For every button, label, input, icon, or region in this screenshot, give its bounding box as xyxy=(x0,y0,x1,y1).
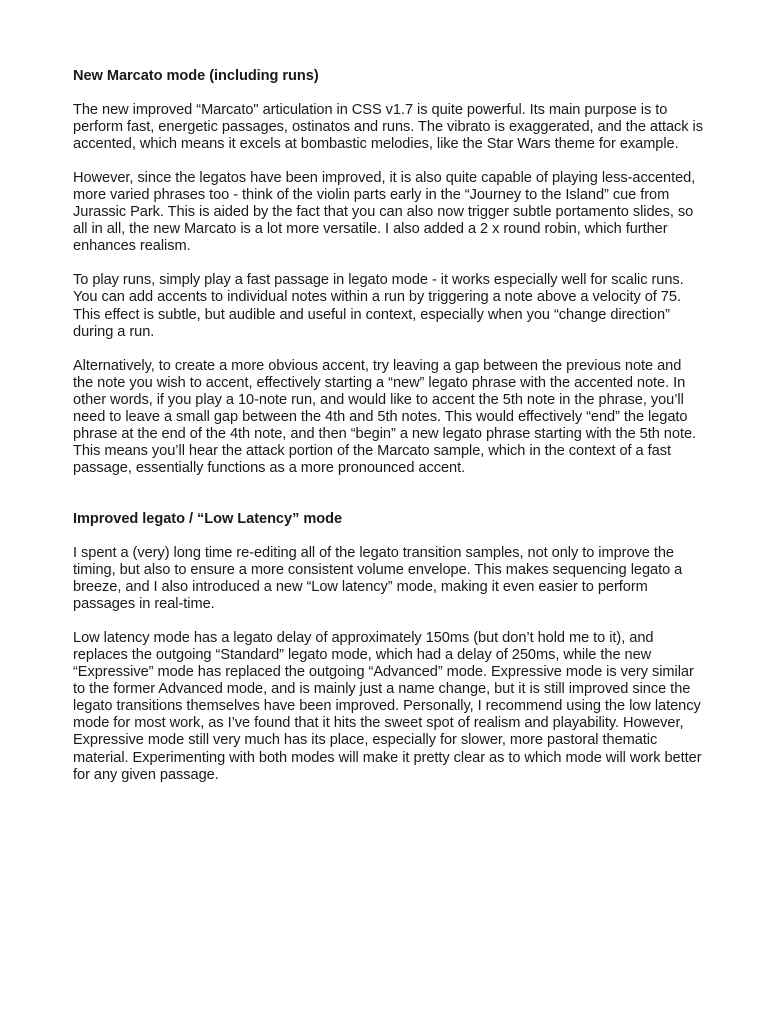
document-page xyxy=(73,68,703,801)
paragraph: I spent a (very) long time re-editing all of the legato transition samples, not only to improve the timing, but also to ensure a more consistent volume envelope. This makes sequencing legato a breeze, and I also introduced a new “Low latency” mode, making it even easier to perform passages in real-time. xyxy=(73,544,683,613)
paragraph: Low latency mode has a legato delay of approximately 150ms (but don’t hold me to it), and replaces the outgoing “Standard” legato mode, which had a delay of 250ms, while the new “Expressive” mode has replaced the outgoing “Advanced” mode. Expressive mode is very similar to the former Advanced mode, and is mainly just a name change, but it is still improved since the legato transitions themselves have been improved. Personally, I recommend using the low latency mode for most work, as I’ve found that it hits the sweet spot of realism and playability. However, Expressive mode still very much has its place, especially for slower, more pastoral thematic material. Experimenting with both modes will make it pretty clear as to which mode will work better for any given passage. xyxy=(73,630,702,783)
section-heading: Improved legato / “Low Latency” mode xyxy=(73,510,343,527)
paragraph: Alternatively, to create a more obvious accent, try leaving a gap between the previous note and the note you wish to accent, effectively starting a “new” legato phrase with the accented note. In other words, if you play a 10-note run, and would like to accent the 5th note in the phrase, you’ll need to leave a small gap between the 4th and 5th notes. This would effectively “end” the legato phrase at the end of the 4th note, and then “begin” a new legato phrase starting with the 5th note. This means you’ll hear the attack portion of the Marcato sample, which in the context of a fast passage, essentially functions as a more pronounced accent. xyxy=(73,357,697,476)
paragraph: To play runs, simply play a fast passage in legato mode - it works especially well for scalic runs. You can add accents to individual notes within a run by triggering a note above a velocity of 75. This effect is subtle, but audible and useful in context, especially when you “change direction” during a run. xyxy=(73,272,684,340)
section-spacer xyxy=(73,494,703,511)
section-legato xyxy=(73,511,703,784)
section-heading: New Marcato mode (including runs) xyxy=(73,68,319,84)
paragraph: However, since the legatos have been improved, it is also quite capable of playing less-accented, more varied phrases too - think of the violin parts early in the “Journey to the Island” cue from Jurassic Park. This is aided by the fact that you can also now trigger subtle portamento slides, so all in all, the new Marcato is a lot more versatile. I also added a 2 x round robin, which further enhances realism. xyxy=(73,170,696,255)
paragraph: The new improved “Marcato" articulation in CSS v1.7 is quite powerful. Its main purpose is to perform fast, energetic passages, ostinatos and runs. The vibrato is exaggerated, and the attack is accented, which means it excels at bombastic melodies, like the Star Wars theme for example. xyxy=(73,102,703,153)
section-marcato xyxy=(73,68,703,477)
